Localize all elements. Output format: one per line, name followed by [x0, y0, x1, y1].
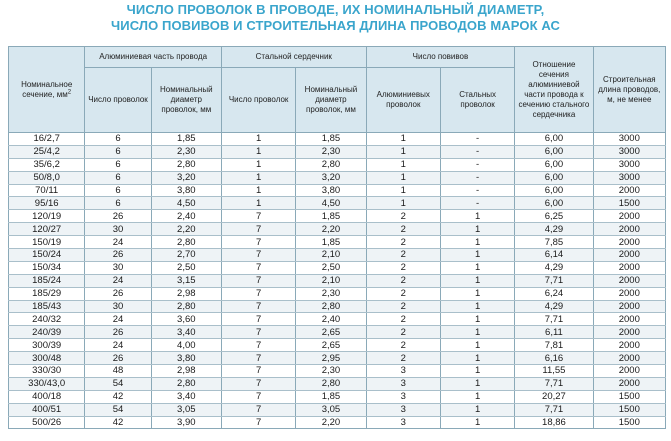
- cell-layers-steel: 1: [440, 390, 514, 403]
- cell-layers-steel: 1: [440, 339, 514, 352]
- cell-steel-diameter: 2,65: [296, 339, 366, 352]
- cell-al-wires: 24: [85, 274, 151, 287]
- cell-layers-steel: -: [440, 184, 514, 197]
- cell-ratio: 7,71: [515, 403, 593, 416]
- cell-layers-steel: 1: [440, 313, 514, 326]
- cell-al-diameter: 3,80: [151, 184, 221, 197]
- cell-steel-diameter: 2,80: [296, 300, 366, 313]
- cell-steel-diameter: 2,80: [296, 158, 366, 171]
- cell-length: 3000: [593, 158, 665, 171]
- cell-al-wires: 30: [85, 223, 151, 236]
- cell-layers-al: 3: [366, 403, 440, 416]
- cell-steel-diameter: 3,80: [296, 184, 366, 197]
- cell-layers-steel: 1: [440, 352, 514, 365]
- cell-layers-al: 1: [366, 184, 440, 197]
- table-row: [9, 352, 666, 365]
- cell-length: 3000: [593, 145, 665, 158]
- cell-section: 240/32: [9, 313, 85, 326]
- cell-steel-diameter: 1,85: [296, 210, 366, 223]
- cell-section: 120/19: [9, 210, 85, 223]
- cell-steel-diameter: 2,10: [296, 249, 366, 262]
- cell-al-diameter: 3,90: [151, 416, 221, 429]
- cell-length: 2000: [593, 184, 665, 197]
- cell-ratio: 20,27: [515, 390, 593, 403]
- cell-layers-al: 3: [366, 377, 440, 390]
- cell-section: 150/24: [9, 249, 85, 262]
- cell-steel-wires: 1: [221, 133, 295, 146]
- cell-al-wires: 26: [85, 249, 151, 262]
- table-row: [9, 261, 666, 274]
- cell-length: 2000: [593, 326, 665, 339]
- cell-section: 300/48: [9, 352, 85, 365]
- cell-steel-wires: 7: [221, 390, 295, 403]
- header-aluminum-group: Алюминиевая часть провода: [85, 47, 222, 68]
- cell-ratio: 18,86: [515, 416, 593, 429]
- cell-layers-al: 2: [366, 326, 440, 339]
- cell-length: 3000: [593, 133, 665, 146]
- cell-steel-wires: 1: [221, 197, 295, 210]
- cell-steel-wires: 7: [221, 249, 295, 262]
- cell-al-diameter: 3,15: [151, 274, 221, 287]
- cell-ratio: 11,55: [515, 365, 593, 378]
- cell-layers-steel: 1: [440, 223, 514, 236]
- cell-al-diameter: 2,80: [151, 236, 221, 249]
- cell-steel-diameter: 2,20: [296, 416, 366, 429]
- cell-section: 500/26: [9, 416, 85, 429]
- page-title: [0, 2, 671, 34]
- cell-layers-steel: 1: [440, 300, 514, 313]
- cell-section: 330/30: [9, 365, 85, 378]
- cell-layers-steel: 1: [440, 261, 514, 274]
- cell-ratio: 4,29: [515, 300, 593, 313]
- header-layers-group: Число повивов: [366, 47, 515, 68]
- cell-al-diameter: 4,00: [151, 339, 221, 352]
- table-row: [9, 223, 666, 236]
- cell-length: 1500: [593, 390, 665, 403]
- cell-steel-diameter: 2,30: [296, 145, 366, 158]
- cell-al-diameter: 2,80: [151, 377, 221, 390]
- table-row: [9, 390, 666, 403]
- cell-ratio: 6,00: [515, 171, 593, 184]
- cell-steel-diameter: 1,85: [296, 133, 366, 146]
- section-superscript: 2: [67, 88, 72, 95]
- cell-ratio: 6,00: [515, 133, 593, 146]
- cell-layers-al: 3: [366, 416, 440, 429]
- cell-length: 1500: [593, 403, 665, 416]
- cell-length: 2000: [593, 339, 665, 352]
- cell-ratio: 6,24: [515, 287, 593, 300]
- cell-al-wires: 30: [85, 261, 151, 274]
- cell-steel-wires: 7: [221, 339, 295, 352]
- table-row: [9, 197, 666, 210]
- table-row: [9, 287, 666, 300]
- cell-al-wires: 6: [85, 171, 151, 184]
- cell-steel-wires: 7: [221, 236, 295, 249]
- cell-length: 2000: [593, 249, 665, 262]
- cell-steel-wires: 7: [221, 261, 295, 274]
- cell-section: 70/11: [9, 184, 85, 197]
- cell-al-wires: 6: [85, 197, 151, 210]
- cell-steel-diameter: 2,65: [296, 326, 366, 339]
- cell-al-diameter: 3,80: [151, 352, 221, 365]
- cell-layers-al: 2: [366, 223, 440, 236]
- cell-al-diameter: 2,80: [151, 158, 221, 171]
- cell-al-wires: 26: [85, 352, 151, 365]
- cell-layers-steel: 1: [440, 274, 514, 287]
- table-row: [9, 210, 666, 223]
- cell-steel-wires: 7: [221, 403, 295, 416]
- cell-layers-al: 3: [366, 390, 440, 403]
- table-row: [9, 145, 666, 158]
- cell-steel-diameter: 4,50: [296, 197, 366, 210]
- cell-layers-al: 2: [366, 287, 440, 300]
- cell-ratio: 7,81: [515, 339, 593, 352]
- cell-layers-steel: -: [440, 158, 514, 171]
- cell-steel-wires: 1: [221, 145, 295, 158]
- cell-al-diameter: 2,70: [151, 249, 221, 262]
- cell-layers-al: 2: [366, 352, 440, 365]
- cell-steel-wires: 7: [221, 300, 295, 313]
- cell-al-diameter: 3,05: [151, 403, 221, 416]
- cell-layers-al: 1: [366, 171, 440, 184]
- cell-ratio: 7,71: [515, 377, 593, 390]
- cell-al-wires: 24: [85, 313, 151, 326]
- cell-section: 35/6,2: [9, 158, 85, 171]
- cell-length: 2000: [593, 300, 665, 313]
- cell-length: 2000: [593, 210, 665, 223]
- cell-al-diameter: 2,30: [151, 145, 221, 158]
- cell-steel-diameter: 3,05: [296, 403, 366, 416]
- cell-al-diameter: 1,85: [151, 133, 221, 146]
- cell-length: 2000: [593, 365, 665, 378]
- cell-layers-al: 2: [366, 313, 440, 326]
- cell-section: 150/34: [9, 261, 85, 274]
- cell-steel-diameter: 2,10: [296, 274, 366, 287]
- cell-layers-steel: 1: [440, 236, 514, 249]
- table-row: [9, 133, 666, 146]
- header-row-groups: [9, 47, 666, 68]
- cell-al-wires: 6: [85, 133, 151, 146]
- cell-section: 300/39: [9, 339, 85, 352]
- cell-steel-diameter: 1,85: [296, 236, 366, 249]
- cell-ratio: 6,25: [515, 210, 593, 223]
- cell-steel-wires: 7: [221, 352, 295, 365]
- cell-layers-steel: 1: [440, 416, 514, 429]
- cell-length: 2000: [593, 236, 665, 249]
- cell-steel-wires: 7: [221, 313, 295, 326]
- cell-steel-diameter: 2,80: [296, 377, 366, 390]
- cell-steel-wires: 1: [221, 184, 295, 197]
- cell-al-wires: 6: [85, 158, 151, 171]
- table-row: [9, 339, 666, 352]
- cell-section: 16/2,7: [9, 133, 85, 146]
- cell-length: 2000: [593, 287, 665, 300]
- cell-layers-al: 3: [366, 365, 440, 378]
- cell-al-wires: 24: [85, 339, 151, 352]
- header-section: Номинальное сечение, $мм^2$: [9, 47, 85, 133]
- header-al-diameter: Номинальный диаметр проволок, мм: [151, 68, 221, 133]
- table-row: [9, 313, 666, 326]
- cell-steel-diameter: 2,30: [296, 365, 366, 378]
- cell-layers-al: 2: [366, 339, 440, 352]
- cell-al-wires: 24: [85, 236, 151, 249]
- table-row: [9, 274, 666, 287]
- cell-section: 50/8,0: [9, 171, 85, 184]
- cell-length: 1500: [593, 416, 665, 429]
- cell-al-wires: 26: [85, 287, 151, 300]
- cell-length: 1500: [593, 197, 665, 210]
- cell-al-diameter: 2,50: [151, 261, 221, 274]
- cell-layers-steel: -: [440, 171, 514, 184]
- cell-layers-steel: 1: [440, 287, 514, 300]
- cell-steel-wires: 1: [221, 158, 295, 171]
- header-layers-al: Алюминиевых проволок: [366, 68, 440, 133]
- cell-al-diameter: 2,40: [151, 210, 221, 223]
- cell-section: 400/51: [9, 403, 85, 416]
- cell-al-wires: 42: [85, 390, 151, 403]
- cell-layers-al: 2: [366, 210, 440, 223]
- title-line-1: ЧИСЛО ПРОВОЛОК В ПРОВОДЕ, ИХ НОМИНАЛЬНЫЙ ДИАМЕТР,: [126, 2, 545, 17]
- table-row: [9, 300, 666, 313]
- header-length: Строительная длина проводов, м, не менее: [593, 47, 665, 133]
- cell-al-diameter: 3,40: [151, 326, 221, 339]
- cell-layers-steel: 1: [440, 249, 514, 262]
- cell-section: 185/24: [9, 274, 85, 287]
- cell-layers-al: 2: [366, 274, 440, 287]
- header-steel-group: Стальной сердечник: [221, 47, 366, 68]
- cell-layers-steel: 1: [440, 326, 514, 339]
- cell-ratio: 6,00: [515, 184, 593, 197]
- table-row: [9, 365, 666, 378]
- cell-ratio: 4,29: [515, 223, 593, 236]
- cell-section: 330/43,0: [9, 377, 85, 390]
- cell-ratio: 7,71: [515, 313, 593, 326]
- cell-steel-wires: 7: [221, 377, 295, 390]
- cell-al-diameter: 3,60: [151, 313, 221, 326]
- cell-section: 150/19: [9, 236, 85, 249]
- cell-length: 2000: [593, 274, 665, 287]
- cell-section: 400/18: [9, 390, 85, 403]
- cell-ratio: 6,11: [515, 326, 593, 339]
- cell-layers-al: 2: [366, 249, 440, 262]
- cell-al-diameter: 2,80: [151, 300, 221, 313]
- cell-al-diameter: 2,98: [151, 287, 221, 300]
- table-row: [9, 377, 666, 390]
- header-ratio: Отношение сечения алюминиевой части провода к сечению стального сердечника: [515, 47, 593, 133]
- cell-length: 2000: [593, 223, 665, 236]
- cell-layers-al: 1: [366, 145, 440, 158]
- table-row: [9, 184, 666, 197]
- cell-layers-steel: 1: [440, 377, 514, 390]
- cell-layers-al: 1: [366, 158, 440, 171]
- cell-steel-diameter: 2,30: [296, 287, 366, 300]
- cell-layers-al: 2: [366, 300, 440, 313]
- cell-al-diameter: 4,50: [151, 197, 221, 210]
- cell-steel-diameter: 3,20: [296, 171, 366, 184]
- table-row: [9, 249, 666, 262]
- cell-layers-steel: 1: [440, 210, 514, 223]
- cell-length: 3000: [593, 171, 665, 184]
- cell-steel-diameter: 2,95: [296, 352, 366, 365]
- cell-steel-wires: 7: [221, 223, 295, 236]
- cell-steel-diameter: 2,40: [296, 313, 366, 326]
- cell-al-wires: 54: [85, 403, 151, 416]
- header-steel-wires: Число проволок: [221, 68, 295, 133]
- cell-layers-steel: 1: [440, 403, 514, 416]
- table-body: [9, 133, 666, 429]
- cell-al-wires: 30: [85, 300, 151, 313]
- cell-section: 185/29: [9, 287, 85, 300]
- cell-steel-wires: 7: [221, 326, 295, 339]
- cell-al-diameter: 3,40: [151, 390, 221, 403]
- cell-al-diameter: 3,20: [151, 171, 221, 184]
- cell-layers-steel: 1: [440, 365, 514, 378]
- cell-layers-al: 2: [366, 236, 440, 249]
- cell-section: 25/4,2: [9, 145, 85, 158]
- cell-steel-diameter: 1,85: [296, 390, 366, 403]
- cell-section: 95/16: [9, 197, 85, 210]
- cell-length: 2000: [593, 261, 665, 274]
- cell-section: 120/27: [9, 223, 85, 236]
- cell-layers-al: 1: [366, 197, 440, 210]
- cell-al-wires: 6: [85, 145, 151, 158]
- cell-layers-steel: -: [440, 197, 514, 210]
- cell-layers-steel: -: [440, 133, 514, 146]
- title-line-2: ЧИСЛО ПОВИВОВ И СТРОИТЕЛЬНАЯ ДЛИНА ПРОВОДОВ МАРОК АС: [111, 18, 560, 33]
- cell-layers-steel: -: [440, 145, 514, 158]
- cell-steel-wires: 7: [221, 416, 295, 429]
- cell-ratio: 6,00: [515, 197, 593, 210]
- table-row: [9, 416, 666, 429]
- cell-ratio: 6,14: [515, 249, 593, 262]
- cell-ratio: 6,00: [515, 145, 593, 158]
- cell-al-wires: 26: [85, 326, 151, 339]
- cell-layers-al: 2: [366, 261, 440, 274]
- wire-spec-table: [8, 46, 666, 429]
- cell-al-wires: 6: [85, 184, 151, 197]
- header-layers-steel: Стальных проволок: [440, 68, 514, 133]
- cell-steel-wires: 7: [221, 287, 295, 300]
- cell-al-diameter: 2,98: [151, 365, 221, 378]
- cell-length: 2000: [593, 377, 665, 390]
- cell-ratio: 6,00: [515, 158, 593, 171]
- cell-ratio: 7,71: [515, 274, 593, 287]
- cell-steel-wires: 1: [221, 171, 295, 184]
- cell-steel-wires: 7: [221, 210, 295, 223]
- table-row: [9, 158, 666, 171]
- cell-section: 185/43: [9, 300, 85, 313]
- header-al-wires: Число проволок: [85, 68, 151, 133]
- header-steel-diameter: Номинальный диаметр проволок, мм: [296, 68, 366, 133]
- cell-al-wires: 42: [85, 416, 151, 429]
- cell-steel-wires: 7: [221, 274, 295, 287]
- cell-ratio: 7,85: [515, 236, 593, 249]
- cell-ratio: 6,16: [515, 352, 593, 365]
- cell-steel-wires: 7: [221, 365, 295, 378]
- cell-al-wires: 54: [85, 377, 151, 390]
- table-row: [9, 326, 666, 339]
- table-row: [9, 236, 666, 249]
- table-row: [9, 403, 666, 416]
- cell-al-diameter: 2,20: [151, 223, 221, 236]
- cell-section: 240/39: [9, 326, 85, 339]
- table-row: [9, 171, 666, 184]
- cell-length: 2000: [593, 352, 665, 365]
- cell-al-wires: 48: [85, 365, 151, 378]
- cell-length: 2000: [593, 313, 665, 326]
- cell-steel-diameter: 2,50: [296, 261, 366, 274]
- cell-al-wires: 26: [85, 210, 151, 223]
- cell-layers-al: 1: [366, 133, 440, 146]
- cell-steel-diameter: 2,20: [296, 223, 366, 236]
- cell-ratio: 4,29: [515, 261, 593, 274]
